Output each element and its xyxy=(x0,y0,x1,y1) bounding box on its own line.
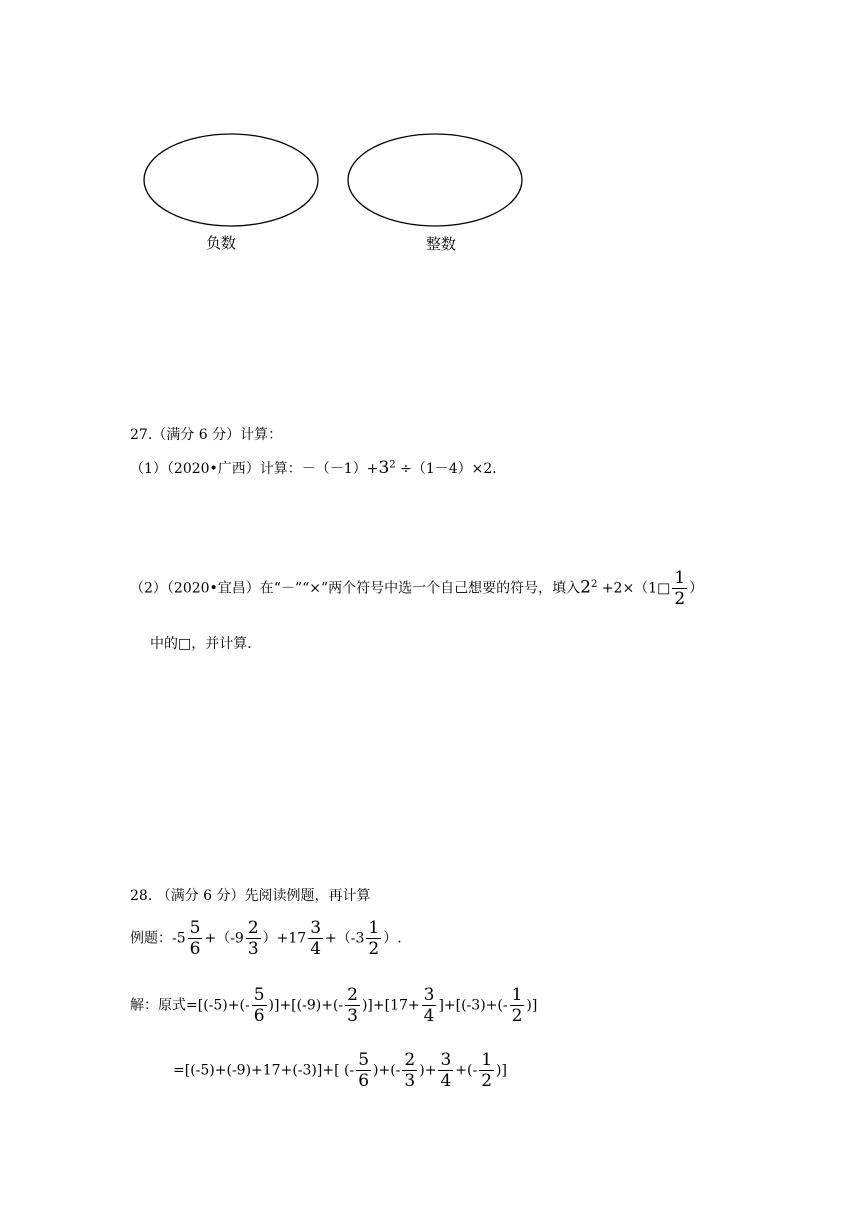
negative-set-label: 负数 xyxy=(206,234,237,252)
fraction-denominator: 6 xyxy=(358,1071,370,1091)
q28-example xyxy=(130,918,402,959)
fraction-denominator: 3 xyxy=(247,939,259,959)
fraction-denominator: 2 xyxy=(368,939,380,959)
example-term-4: ）. xyxy=(383,930,402,947)
solution1-lead: 解：原式=[(-5)+(- xyxy=(130,997,250,1014)
solution2-fraction-1 xyxy=(356,1050,371,1091)
q27-part2-mid: +2×（1□ xyxy=(601,580,671,597)
q27-title: 27.（满分 6 分）计算： xyxy=(130,427,283,443)
fraction-numerator: 5 xyxy=(358,1050,370,1070)
fraction-denominator: 2 xyxy=(511,1006,523,1026)
q27-part2-lead: （2）（2020•宜昌）在“－”“×”两个符号中选一个自己想要的符号，填入 xyxy=(130,580,581,597)
fraction-numerator: 1 xyxy=(368,918,380,938)
q28-solution-line1 xyxy=(130,985,537,1026)
solution2-lead: =[(-5)+(-9)+17+(-3)]+[ (- xyxy=(173,1062,355,1079)
example-lead: 例题：-5 xyxy=(130,930,186,947)
q27-part1 xyxy=(130,458,506,478)
solution1-fraction-3 xyxy=(422,985,437,1026)
q27-part1-tail: ÷（1－4）×2． xyxy=(400,461,507,477)
fraction-denominator: 2 xyxy=(674,589,686,609)
q27-part1-exponent: 2 xyxy=(389,459,396,471)
fraction-denominator: 6 xyxy=(253,1006,265,1026)
q28-title: 28. （满分 6 分）先阅读例题，再计算 xyxy=(130,888,371,904)
fraction-numerator: 3 xyxy=(440,1050,452,1070)
integer-set-label: 整数 xyxy=(426,235,457,253)
fraction-denominator: 4 xyxy=(440,1071,452,1091)
fraction-numerator: 3 xyxy=(310,918,322,938)
fraction-denominator: 6 xyxy=(189,939,201,959)
q27-part2-close: ） xyxy=(689,580,704,597)
solution2-term-2: )+ xyxy=(419,1062,437,1079)
example-term-2: ）+17 xyxy=(262,930,307,947)
q27-part2-line2: 中的□，并计算． xyxy=(150,636,262,652)
fraction-numerator: 1 xyxy=(481,1050,493,1070)
q27-part2-base: 2 xyxy=(580,577,591,598)
fraction-denominator: 2 xyxy=(481,1071,493,1091)
example-fraction-2 xyxy=(246,918,261,959)
fraction-numerator: 2 xyxy=(404,1050,416,1070)
fraction-denominator: 4 xyxy=(310,939,322,959)
q27-part2-exponent: 2 xyxy=(590,578,598,590)
fraction-numerator: 1 xyxy=(674,568,686,588)
example-fraction-3 xyxy=(308,918,323,959)
solution2-fraction-2 xyxy=(402,1050,417,1091)
negative-number-set-ellipse xyxy=(144,134,318,226)
solution1-fraction-1 xyxy=(252,985,267,1026)
solution1-term-4: )] xyxy=(526,997,538,1014)
fraction-numerator: 2 xyxy=(347,985,358,1005)
solution2-term-3: +(- xyxy=(455,1062,478,1079)
solution2-term-4: )] xyxy=(496,1062,507,1079)
q27-part2-fraction xyxy=(672,568,687,609)
solution1-term-1: )]+[(-9)+(- xyxy=(268,997,344,1014)
fraction-denominator: 4 xyxy=(423,1006,435,1026)
solution2-term-1: )+(- xyxy=(373,1062,401,1079)
q27-part2 xyxy=(130,568,703,609)
fraction-numerator: 5 xyxy=(189,918,201,938)
solution1-term-2: )]+[17+ xyxy=(361,997,420,1014)
solution2-fraction-3 xyxy=(438,1050,453,1091)
example-term-3: +（-3 xyxy=(325,930,365,947)
solution1-fraction-2 xyxy=(345,985,360,1026)
solution1-fraction-4 xyxy=(510,985,525,1026)
example-term-1: +（-9 xyxy=(204,930,244,947)
fraction-numerator: 5 xyxy=(253,985,265,1005)
fraction-denominator: 3 xyxy=(404,1071,416,1091)
fraction-denominator: 3 xyxy=(347,1006,358,1026)
example-fraction-1 xyxy=(188,918,203,959)
fraction-numerator: 1 xyxy=(511,985,523,1005)
q27-part1-lead: （1）（2020•广西）计算：－（－1）+ xyxy=(130,461,379,477)
example-fraction-4 xyxy=(366,918,381,959)
fraction-numerator: 3 xyxy=(423,985,435,1005)
q27-part1-base: 3 xyxy=(378,458,390,478)
solution1-term-3: ]+[(-3)+(- xyxy=(438,997,508,1014)
fraction-numerator: 2 xyxy=(247,918,259,938)
q28-solution-line2 xyxy=(173,1050,507,1091)
solution2-fraction-4 xyxy=(479,1050,494,1091)
integer-set-ellipse xyxy=(348,134,522,226)
